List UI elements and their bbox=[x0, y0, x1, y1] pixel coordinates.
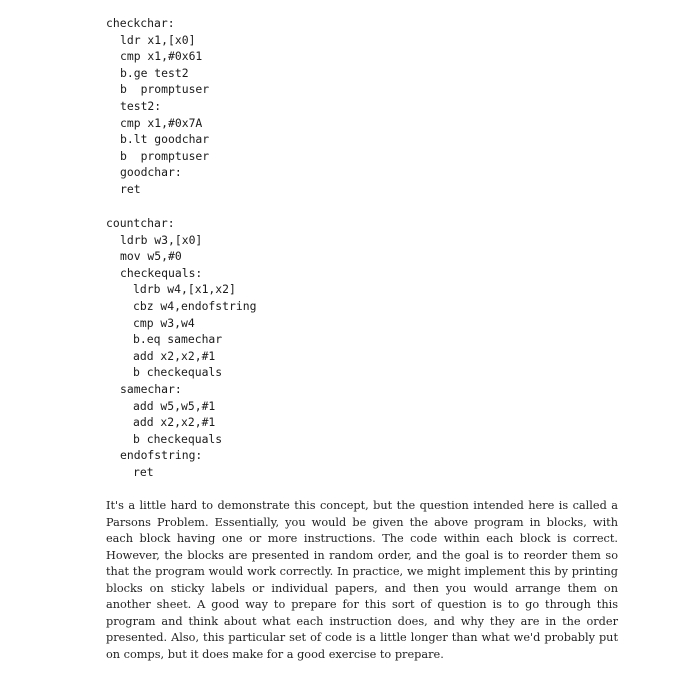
code-line: test2: bbox=[120, 98, 162, 113]
code-line: ret bbox=[133, 464, 154, 479]
code-line: goodchar: bbox=[120, 165, 182, 180]
code-line: mov w5,#0 bbox=[120, 249, 182, 264]
code-line: ldrb w4,[x1,x2] bbox=[133, 282, 236, 297]
code-line: ldrb w3,[x0] bbox=[120, 232, 203, 247]
code-line: b checkequals bbox=[133, 431, 223, 446]
code-line: add x2,x2,#1 bbox=[133, 415, 216, 430]
checkchar-code-block bbox=[106, 15, 209, 198]
code-line: b.lt goodchar bbox=[120, 132, 210, 147]
code-line: b promptuser bbox=[120, 82, 210, 97]
code-line: countchar: bbox=[106, 216, 175, 230]
code-line: b.ge test2 bbox=[120, 65, 189, 80]
code-line: ldr x1,[x0] bbox=[120, 32, 196, 47]
code-line: cmp x1,#0x7A bbox=[120, 115, 203, 130]
code-line: add x2,x2,#1 bbox=[133, 348, 216, 363]
code-line: cmp w3,w4 bbox=[133, 315, 195, 330]
countchar-code-block bbox=[106, 215, 256, 481]
explanation-paragraph: It's a little hard to demonstrate this concept, but the question intended here is called a Parsons Problem. Essentially, you would be given the above program in blocks, with each block having one or more instructions. The code within each block is correct. However, the blocks are presented in random order, and the goal is to reorder them so that the program would work correctly. In practice, we might implement this by printing blocks on sticky labels or individual papers, and then you would arrange them on another sheet. A good way to prepare for this sort of question is to go through this program and think about what each instruction does, and why they are in the order presented. Also, this particular set of code is a little longer than what we'd probably put on comps, but it does make for a good exercise to prepare. bbox=[106, 499, 618, 661]
code-line: cbz w4,endofstring bbox=[133, 298, 257, 313]
code-line: add w5,w5,#1 bbox=[133, 398, 216, 413]
code-line: b promptuser bbox=[120, 148, 210, 163]
code-line: endofstring: bbox=[120, 448, 203, 463]
code-line: ret bbox=[120, 181, 141, 196]
code-line: cmp x1,#0x61 bbox=[120, 49, 203, 64]
code-line: checkchar: bbox=[106, 16, 175, 30]
code-line: samechar: bbox=[120, 381, 182, 396]
code-line: checkequals: bbox=[120, 265, 203, 280]
code-line: b.eq samechar bbox=[133, 332, 223, 347]
code-line: b checkequals bbox=[133, 365, 223, 380]
